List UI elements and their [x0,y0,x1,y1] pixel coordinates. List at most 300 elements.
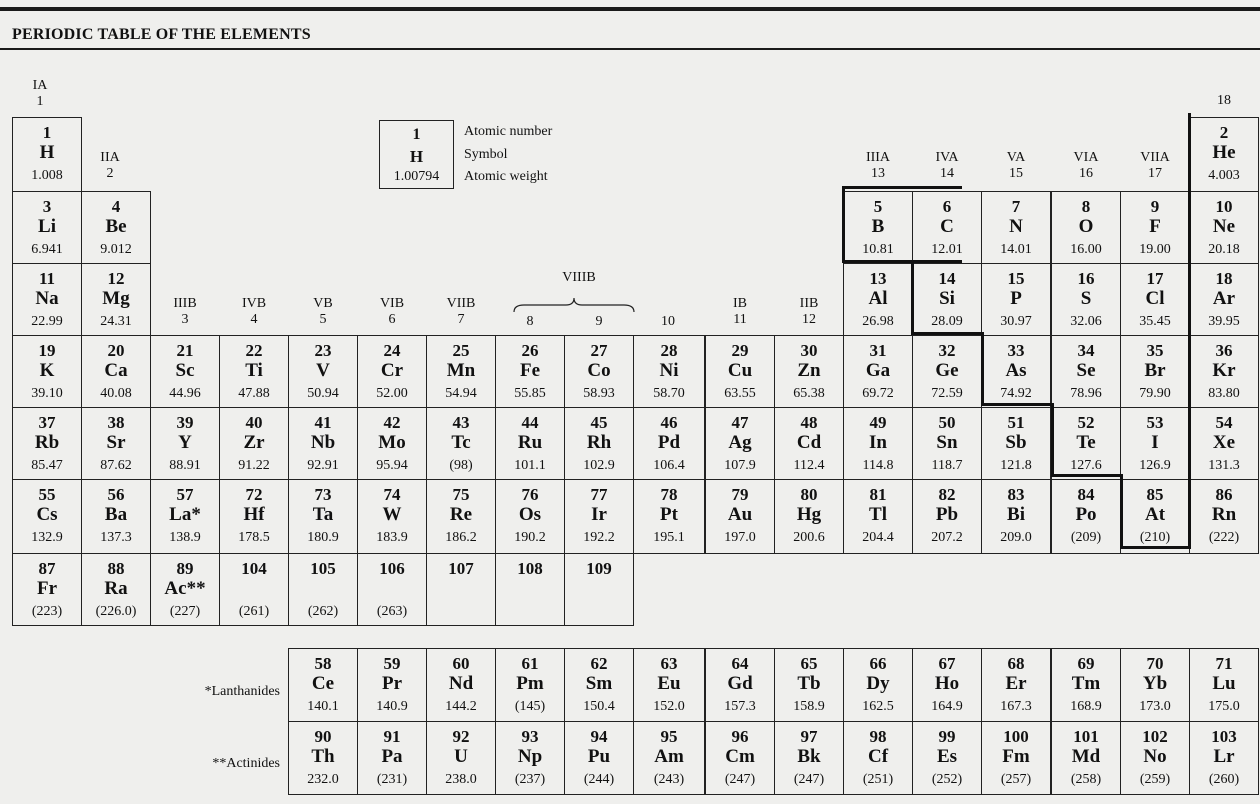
element-cell-si[interactable] [912,263,982,336]
atomic-number: 31 [869,341,887,360]
element-cell-pm[interactable] [495,648,565,722]
element-cell-cm[interactable] [705,721,775,795]
element-symbol: Ge [935,360,959,381]
atomic-number: 9 [1150,197,1160,216]
element-cell-k[interactable] [12,335,82,408]
element-cell-108[interactable] [495,553,565,626]
metalloid-border-8 [1051,403,1054,476]
group-header-9: 9 [595,314,603,329]
element-symbol: Ba [104,504,128,525]
atomic-number: 57 [176,485,194,504]
element-cell-ga[interactable] [843,335,913,408]
element-cell-co[interactable] [564,335,634,408]
atomic-number: 46 [660,413,678,432]
element-symbol: Si [939,288,955,309]
atomic-weight: 20.18 [1208,242,1240,257]
atomic-weight: 232.0 [307,772,339,787]
lanthanides-label: *Lanthanides [204,684,280,699]
atomic-weight: (145) [514,699,546,714]
atomic-number: 81 [869,485,887,504]
element-cell-ca[interactable] [81,335,151,408]
element-cell-lr[interactable] [1189,721,1259,795]
atomic-number: 7 [1011,197,1021,216]
atomic-weight: 58.70 [653,386,685,401]
element-cell-xe[interactable] [1189,407,1259,480]
atomic-number: 65 [800,654,818,673]
element-cell-pu[interactable] [564,721,634,795]
element-cell-hg[interactable] [774,479,844,554]
element-symbol: Pt [660,504,678,525]
element-cell-rh[interactable] [564,407,634,480]
legend-symbol-label: Symbol [464,147,508,162]
atomic-weight: 192.2 [583,530,615,545]
element-cell-cf[interactable] [843,721,913,795]
element-cell-106[interactable] [357,553,427,626]
element-cell-na[interactable] [12,263,82,336]
atomic-number: 21 [176,341,194,360]
group-header-18: 18 [1217,93,1231,108]
metalloid-border-2 [842,186,845,262]
group-header-1: IA 1 [32,78,48,109]
element-cell-bi[interactable] [981,479,1051,554]
atomic-weight: 52.00 [376,386,408,401]
atomic-number: 67 [938,654,956,673]
element-cell-as[interactable] [981,335,1051,408]
element-symbol: Ag [728,432,752,453]
atomic-weight: 178.5 [238,530,270,545]
atomic-weight: 150.4 [583,699,615,714]
element-cell-c[interactable] [912,191,982,264]
atomic-number: 43 [452,413,470,432]
element-cell-ba[interactable] [81,479,151,554]
atomic-number: 40 [245,413,263,432]
atomic-number: 101 [1073,727,1099,746]
element-cell-po[interactable] [1051,479,1121,554]
atomic-number: 28 [660,341,678,360]
atomic-weight: (261) [238,604,270,619]
element-symbol: W [382,504,402,525]
element-symbol: Bk [797,746,821,767]
atomic-number: 106 [379,559,405,578]
element-symbol: Re [449,504,473,525]
element-symbol: O [1078,216,1094,237]
element-cell-cs[interactable] [12,479,82,554]
atomic-number: 59 [383,654,401,673]
atomic-number: 61 [521,654,539,673]
element-cell-fe[interactable] [495,335,565,408]
atomic-weight: (262) [307,604,339,619]
element-symbol: Sc [175,360,195,381]
atomic-weight: 137.3 [100,530,132,545]
element-symbol: H [39,142,55,163]
element-cell-lu[interactable] [1189,648,1259,722]
element-cell-f[interactable] [1120,191,1190,264]
element-cell-os[interactable] [495,479,565,554]
element-cell-pr[interactable] [357,648,427,722]
group-header-2: IIA 2 [100,150,120,181]
element-cell-rn[interactable] [1189,479,1259,554]
atomic-number: 102 [1142,727,1168,746]
element-symbol: S [1080,288,1092,309]
element-cell-nd[interactable] [426,648,496,722]
metalloid-border-10 [1120,474,1123,549]
element-symbol: Gd [727,673,753,694]
atomic-weight: 40.08 [100,386,132,401]
element-symbol: At [1144,504,1166,525]
atomic-weight: (98) [449,458,473,473]
element-symbol: Tm [1071,673,1101,694]
atomic-weight: 200.6 [793,530,825,545]
atomic-weight: 10.81 [862,242,894,257]
element-symbol: Mo [378,432,406,453]
atomic-number: 63 [660,654,678,673]
element-cell-se[interactable] [1051,335,1121,408]
atomic-number: 66 [869,654,887,673]
element-symbol: C [940,216,954,237]
element-cell-o[interactable] [1051,191,1121,264]
atomic-weight: 92.91 [307,458,339,473]
atomic-number: 56 [107,485,125,504]
element-cell-la[interactable] [150,479,220,554]
atomic-weight: 16.00 [1070,242,1102,257]
element-symbol: Nd [448,673,474,694]
element-cell-ar[interactable] [1189,263,1259,336]
element-symbol: He [1212,142,1236,163]
element-cell-h[interactable] [12,117,82,192]
element-cell-ac[interactable] [150,553,220,626]
element-cell-sb[interactable] [981,407,1051,480]
element-symbol: Sb [1005,432,1027,453]
element-cell-cd[interactable] [774,407,844,480]
element-cell-s[interactable] [1051,263,1121,336]
atomic-weight: (247) [724,772,756,787]
element-cell-yb[interactable] [1120,648,1190,722]
element-symbol: Cs [36,504,58,525]
element-cell-u[interactable] [426,721,496,795]
group-header-5: VB 5 [313,296,333,327]
element-cell-tb[interactable] [774,648,844,722]
group-header-16: VIA 16 [1073,150,1099,181]
element-cell-au[interactable] [705,479,775,554]
metalloid-border-9 [1051,474,1122,477]
element-symbol: Bi [1007,504,1025,525]
element-cell-y[interactable] [150,407,220,480]
element-cell-mo[interactable] [357,407,427,480]
atomic-weight: 4.003 [1208,168,1240,183]
atomic-weight: 126.9 [1139,458,1171,473]
element-cell-be[interactable] [81,191,151,264]
element-cell-tl[interactable] [843,479,913,554]
element-cell-md[interactable] [1051,721,1121,795]
element-cell-zn[interactable] [774,335,844,408]
group-header-10: 10 [661,314,675,329]
element-cell-ta[interactable] [288,479,358,554]
atomic-number: 100 [1003,727,1029,746]
group-header-15: VA 15 [1006,150,1026,181]
element-symbol: Ar [1212,288,1236,309]
element-cell-li[interactable] [12,191,82,264]
element-cell-i[interactable] [1120,407,1190,480]
atomic-number: 62 [590,654,608,673]
element-cell-ru[interactable] [495,407,565,480]
atomic-number: 26 [521,341,539,360]
element-symbol: Tc [451,432,471,453]
atomic-number: 41 [314,413,332,432]
atomic-number: 14 [938,269,956,288]
atomic-weight: 6.941 [31,242,63,257]
element-symbol: Te [1076,432,1096,453]
element-cell-104[interactable] [219,553,289,626]
element-symbol: Cr [380,360,404,381]
element-symbol: Md [1071,746,1101,767]
atomic-number: 75 [452,485,470,504]
atomic-number: 85 [1146,485,1164,504]
atomic-number: 86 [1215,485,1233,504]
element-symbol: Am [654,746,684,767]
atomic-weight: 47.88 [238,386,270,401]
element-cell-al[interactable] [843,263,913,336]
atomic-number: 94 [590,727,608,746]
legend-symbol: H [409,147,424,166]
top-rule [0,7,1260,11]
element-cell-re[interactable] [426,479,496,554]
atomic-number: 52 [1077,413,1095,432]
element-cell-np[interactable] [495,721,565,795]
atomic-number: 47 [731,413,749,432]
element-cell-no[interactable] [1120,721,1190,795]
element-cell-bk[interactable] [774,721,844,795]
element-symbol: Tb [797,673,821,694]
element-symbol: Dy [866,673,890,694]
atomic-weight: 207.2 [931,530,963,545]
atomic-number: 29 [731,341,749,360]
metalloid-border-6 [981,332,984,405]
element-cell-zr[interactable] [219,407,289,480]
element-symbol: F [1149,216,1161,237]
element-cell-pt[interactable] [633,479,705,554]
element-cell-fr[interactable] [12,553,82,626]
atomic-weight: 183.9 [376,530,408,545]
atomic-number: 84 [1077,485,1095,504]
element-cell-mg[interactable] [81,263,151,336]
element-cell-ne[interactable] [1189,191,1259,264]
atomic-number: 54 [1215,413,1233,432]
atomic-number: 78 [660,485,678,504]
metalloid-border-3 [842,260,962,263]
element-cell-ni[interactable] [633,335,705,408]
noble-gas-border [1188,113,1191,549]
element-symbol: Fm [1002,746,1030,767]
atomic-weight: (222) [1208,530,1240,545]
atomic-weight: 107.9 [724,458,756,473]
atomic-number: 34 [1077,341,1095,360]
element-cell-w[interactable] [357,479,427,554]
element-cell-kr[interactable] [1189,335,1259,408]
element-cell-te[interactable] [1051,407,1121,480]
group-header-3: IIIB 3 [173,296,197,327]
element-cell-nb[interactable] [288,407,358,480]
atomic-number: 22 [245,341,263,360]
element-symbol: U [454,746,468,767]
atomic-weight: 69.72 [862,386,894,401]
atomic-weight: (227) [169,604,201,619]
atomic-number: 27 [590,341,608,360]
element-cell-fm[interactable] [981,721,1051,795]
element-cell-cu[interactable] [705,335,775,408]
element-cell-ag[interactable] [705,407,775,480]
atomic-weight: (237) [514,772,546,787]
element-symbol: Br [1144,360,1166,381]
atomic-weight: (226.0) [95,604,137,619]
atomic-weight: 39.10 [31,386,63,401]
element-cell-n[interactable] [981,191,1051,264]
element-cell-ra[interactable] [81,553,151,626]
element-cell-ho[interactable] [912,648,982,722]
atomic-weight: 140.9 [376,699,408,714]
element-cell-cl[interactable] [1120,263,1190,336]
atomic-number: 82 [938,485,956,504]
element-symbol: Cm [725,746,755,767]
element-symbol: Co [587,360,611,381]
atomic-weight: 32.06 [1070,314,1102,329]
element-symbol: Yb [1142,673,1168,694]
atomic-number: 79 [731,485,749,504]
atomic-weight: 39.95 [1208,314,1240,329]
element-symbol: Zn [797,360,821,381]
element-cell-er[interactable] [981,648,1051,722]
element-cell-sm[interactable] [564,648,634,722]
element-cell-in[interactable] [843,407,913,480]
element-cell-es[interactable] [912,721,982,795]
atomic-weight: 209.0 [1000,530,1032,545]
element-cell-pb[interactable] [912,479,982,554]
atomic-weight: 50.94 [307,386,339,401]
element-cell-cr[interactable] [357,335,427,408]
atomic-number: 44 [521,413,539,432]
atomic-weight: 132.9 [31,530,63,545]
atomic-number: 93 [521,727,539,746]
atomic-number: 109 [586,559,612,578]
group-header-17: VIIA 17 [1140,150,1170,181]
element-cell-mn[interactable] [426,335,496,408]
element-symbol: Eu [657,673,681,694]
element-symbol: Be [105,216,127,237]
element-cell-ge[interactable] [912,335,982,408]
legend-atomic-weight: 1.00794 [393,169,440,184]
atomic-weight: (260) [1208,772,1240,787]
element-cell-v[interactable] [288,335,358,408]
atomic-number: 2 [1219,123,1229,142]
element-symbol: Pb [935,504,959,525]
element-cell-br[interactable] [1120,335,1190,408]
element-cell-gd[interactable] [705,648,775,722]
element-symbol: Pd [657,432,681,453]
element-symbol: Th [311,746,335,767]
atomic-number: 73 [314,485,332,504]
element-symbol: I [1151,432,1159,453]
element-symbol: Lr [1213,746,1235,767]
atomic-weight: 54.94 [445,386,477,401]
element-symbol: Pm [516,673,544,694]
atomic-weight: 162.5 [862,699,894,714]
element-cell-ti[interactable] [219,335,289,408]
title-rule [0,48,1260,50]
element-symbol: Np [517,746,543,767]
atomic-weight: 186.2 [445,530,477,545]
element-cell-sr[interactable] [81,407,151,480]
atomic-weight: 101.1 [514,458,546,473]
element-cell-ce[interactable] [288,648,358,722]
atomic-number: 64 [731,654,749,673]
element-cell-am[interactable] [633,721,705,795]
element-symbol: In [869,432,887,453]
atomic-number: 60 [452,654,470,673]
atomic-number: 50 [938,413,956,432]
element-cell-pa[interactable] [357,721,427,795]
element-symbol: Xe [1212,432,1236,453]
element-cell-tm[interactable] [1051,648,1121,722]
atomic-weight: 140.1 [307,699,339,714]
metalloid-border-4 [911,260,914,334]
atomic-number: 13 [869,269,887,288]
element-cell-107[interactable] [426,553,496,626]
element-symbol: Ta [312,504,334,525]
atomic-weight: 114.8 [862,458,894,473]
atomic-weight: 164.9 [931,699,963,714]
element-cell-109[interactable] [564,553,634,626]
element-symbol: As [1005,360,1027,381]
atomic-number: 1 [42,123,52,142]
element-cell-at[interactable] [1120,479,1190,554]
element-cell-pd[interactable] [633,407,705,480]
atomic-weight: 195.1 [653,530,685,545]
atomic-number: 97 [800,727,818,746]
element-symbol: Au [727,504,753,525]
element-cell-he[interactable] [1189,117,1259,192]
atomic-number: 98 [869,727,887,746]
element-cell-p[interactable] [981,263,1051,336]
element-symbol: Ru [517,432,543,453]
atomic-weight: (247) [793,772,825,787]
element-symbol: Tl [869,504,887,525]
atomic-number: 92 [452,727,470,746]
atomic-number: 25 [452,341,470,360]
element-cell-sn[interactable] [912,407,982,480]
element-cell-rb[interactable] [12,407,82,480]
atomic-weight: 91.22 [238,458,270,473]
atomic-number: 38 [107,413,125,432]
element-cell-dy[interactable] [843,648,913,722]
element-cell-ir[interactable] [564,479,634,554]
actinides-label: **Actinides [212,756,280,771]
element-symbol: Pr [381,673,403,694]
element-cell-sc[interactable] [150,335,220,408]
atomic-number: 4 [111,197,121,216]
element-cell-tc[interactable] [426,407,496,480]
atomic-number: 5 [873,197,883,216]
element-cell-eu[interactable] [633,648,705,722]
atomic-number: 53 [1146,413,1164,432]
element-cell-b[interactable] [843,191,913,264]
atomic-number: 95 [660,727,678,746]
element-cell-th[interactable] [288,721,358,795]
atomic-weight: 85.47 [31,458,63,473]
atomic-weight: 102.9 [583,458,615,473]
element-cell-105[interactable] [288,553,358,626]
element-cell-hf[interactable] [219,479,289,554]
atomic-weight: (251) [862,772,894,787]
atomic-weight: (252) [931,772,963,787]
